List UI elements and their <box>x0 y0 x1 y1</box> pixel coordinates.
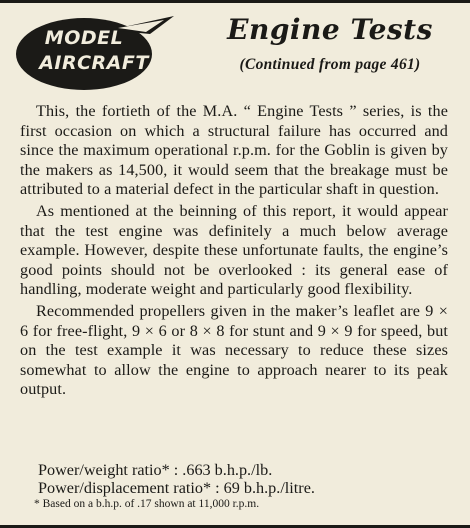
power-weight-ratio: Power/weight ratio* : .663 b.h.p./lb. <box>38 461 273 479</box>
footnote: * Based on a b.h.p. of .17 shown at 11,000 r.p.m. <box>34 498 260 510</box>
paragraph-3: Recommended propellers given in the maker’s leaflet are 9 × 6 for free-flight, 9 × 6 or 8 × 8 for stunt and 9 × 9 for speed, but on the test example it was necessary to reduce these sizes somewhat to allow the engine to approach nearer to its peak output. <box>20 301 448 399</box>
top-rule <box>0 0 470 3</box>
logo-text-model: MODEL <box>44 27 124 49</box>
paragraph-1: This, the fortieth of the M.A. “ Engine Tests ” series, is the first occasion on which a structural failure has occurred and since the maximum operational r.p.m. for the Goblin is given by the makers as 14,500, it would seem that the breakage must be attributed to a material defect in the particular shaft in question. <box>20 102 448 199</box>
paragraph-2: As mentioned at the beinning of this report, it would appear that the test engine was definitely a much below average example. However, despite these unfortunate faults, the engine’s good points should not be overlooked : its general ease of handling, moderate weight and particularly good flexibility. <box>20 201 448 299</box>
power-displacement-ratio: Power/displacement ratio* : 69 b.h.p./litre. <box>38 479 315 497</box>
continued-note: (Continued from page 461) <box>239 56 421 73</box>
logo-text-aircraft: AIRCRAFT <box>39 52 149 74</box>
page-title: Engine Tests <box>227 13 433 46</box>
model-aircraft-logo <box>14 12 176 92</box>
article-body <box>20 102 448 402</box>
